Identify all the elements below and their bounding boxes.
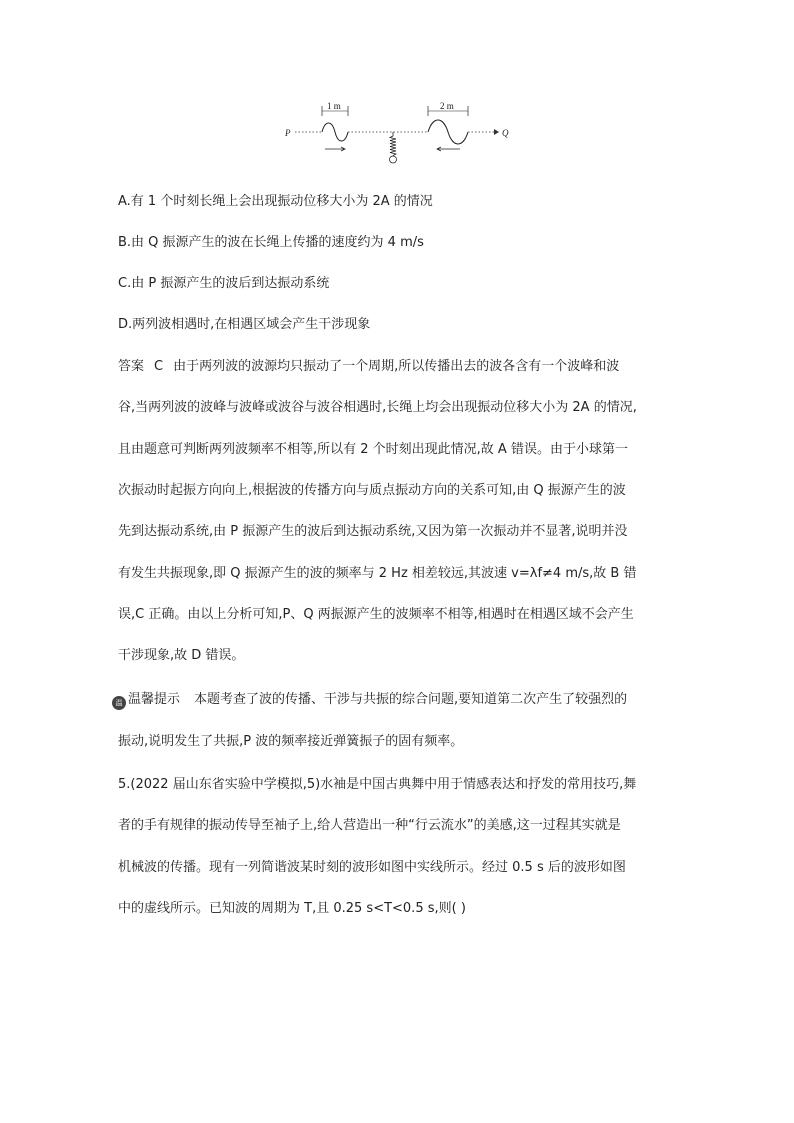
option-b: B.由 Q 振源产生的波在长绳上传播的速度约为 4 m/s (118, 235, 424, 250)
question5-line-2: 者的手有规律的振动传导至袖子上,给人营造出一种“行云流水”的美感,这一过程其实就是 (118, 818, 621, 833)
dim-right-label: 2 m (440, 101, 454, 111)
question5-line-3: 机械波的传播。现有一列简谐波某时刻的波形如图中实线所示。经过 0.5 s 后的波形如图 (118, 860, 626, 875)
answer-line-7: 误,C 正确。由以上分析可知,P、Q 两振源产生的波频率不相等,相遇时在相遇区域不会产生 (118, 607, 634, 622)
tip-line-2: 振动,说明发生了共振,P 波的频率接近弹簧振子的固有频率。 (118, 734, 464, 749)
right-pulse-arrow (437, 147, 460, 151)
option-c: C.由 P 振源产生的波后到达振动系统 (118, 276, 330, 291)
question5-line-4: 中的虚线所示。已知波的周期为 T,且 0.25 s<T<0.5 s,则( ) (118, 901, 466, 916)
answer-line-5: 先到达振动系统,由 P 振源产生的波后到达振动系统,又因为第一次振动并不显著,说明并没 (118, 524, 628, 539)
answer-line-3: 且由题意可判断两列波频率不相等,所以有 2 个时刻出现此情况,故 A 错误。由于小球第一 (118, 442, 628, 457)
tip-line-1 (112, 690, 672, 710)
label-p: P (285, 128, 291, 138)
tip-title: 温馨提示 (128, 692, 181, 707)
answer-line-2: 谷,当两列波的波峰与波峰或波谷与波谷相遇时,长绳上均会出现振动位移大小为 2A 的情况, (118, 400, 637, 415)
option-d: D.两列波相遇时,在相遇区域会产生干涉现象 (118, 317, 371, 332)
label-q: Q (502, 128, 509, 138)
rope-arrowhead (494, 129, 499, 135)
right-wave-pulse (428, 120, 468, 144)
dim-left-label: 1 m (327, 101, 341, 111)
answer-line-8: 干涉现象,故 D 错误。 (118, 648, 245, 663)
answer-line-4: 次振动时起振方向向上,根据波的传播方向与质点振动方向的关系可知,由 Q 振源产生的波 (118, 483, 626, 498)
tip-text-1: 本题考查了波的传播、干涉与共振的综合问题,要知道第二次产生了较强烈的 (194, 692, 628, 707)
option-a: A.有 1 个时刻长绳上会出现振动位移大小为 2A 的情况 (118, 194, 433, 209)
left-wave-pulse (322, 123, 348, 141)
answer-choice: C (154, 359, 164, 374)
question5-line-1: 5.(2022 届山东省实验中学模拟,5)水袖是中国古典舞中用于情感表达和抒发的常用技巧,舞 (118, 777, 637, 792)
answer-line-1 (118, 357, 678, 377)
oscillator-ball (390, 156, 397, 163)
answer-text-1: 由于两列波的波源均只振动了一个周期,所以传播出去的波各含有一个波峰和波 (173, 359, 620, 374)
left-pulse-arrow (325, 147, 345, 151)
answer-label: 答案 (118, 359, 145, 374)
spring (390, 136, 396, 156)
wave-figure (280, 98, 520, 170)
answer-line-6: 有发生共振现象,即 Q 振源产生的波的频率与 2 Hz 相差较远,其波速 v=λf≠4 m/s,故 B 错 (118, 566, 637, 581)
tip-badge-icon: 温 (112, 696, 126, 710)
